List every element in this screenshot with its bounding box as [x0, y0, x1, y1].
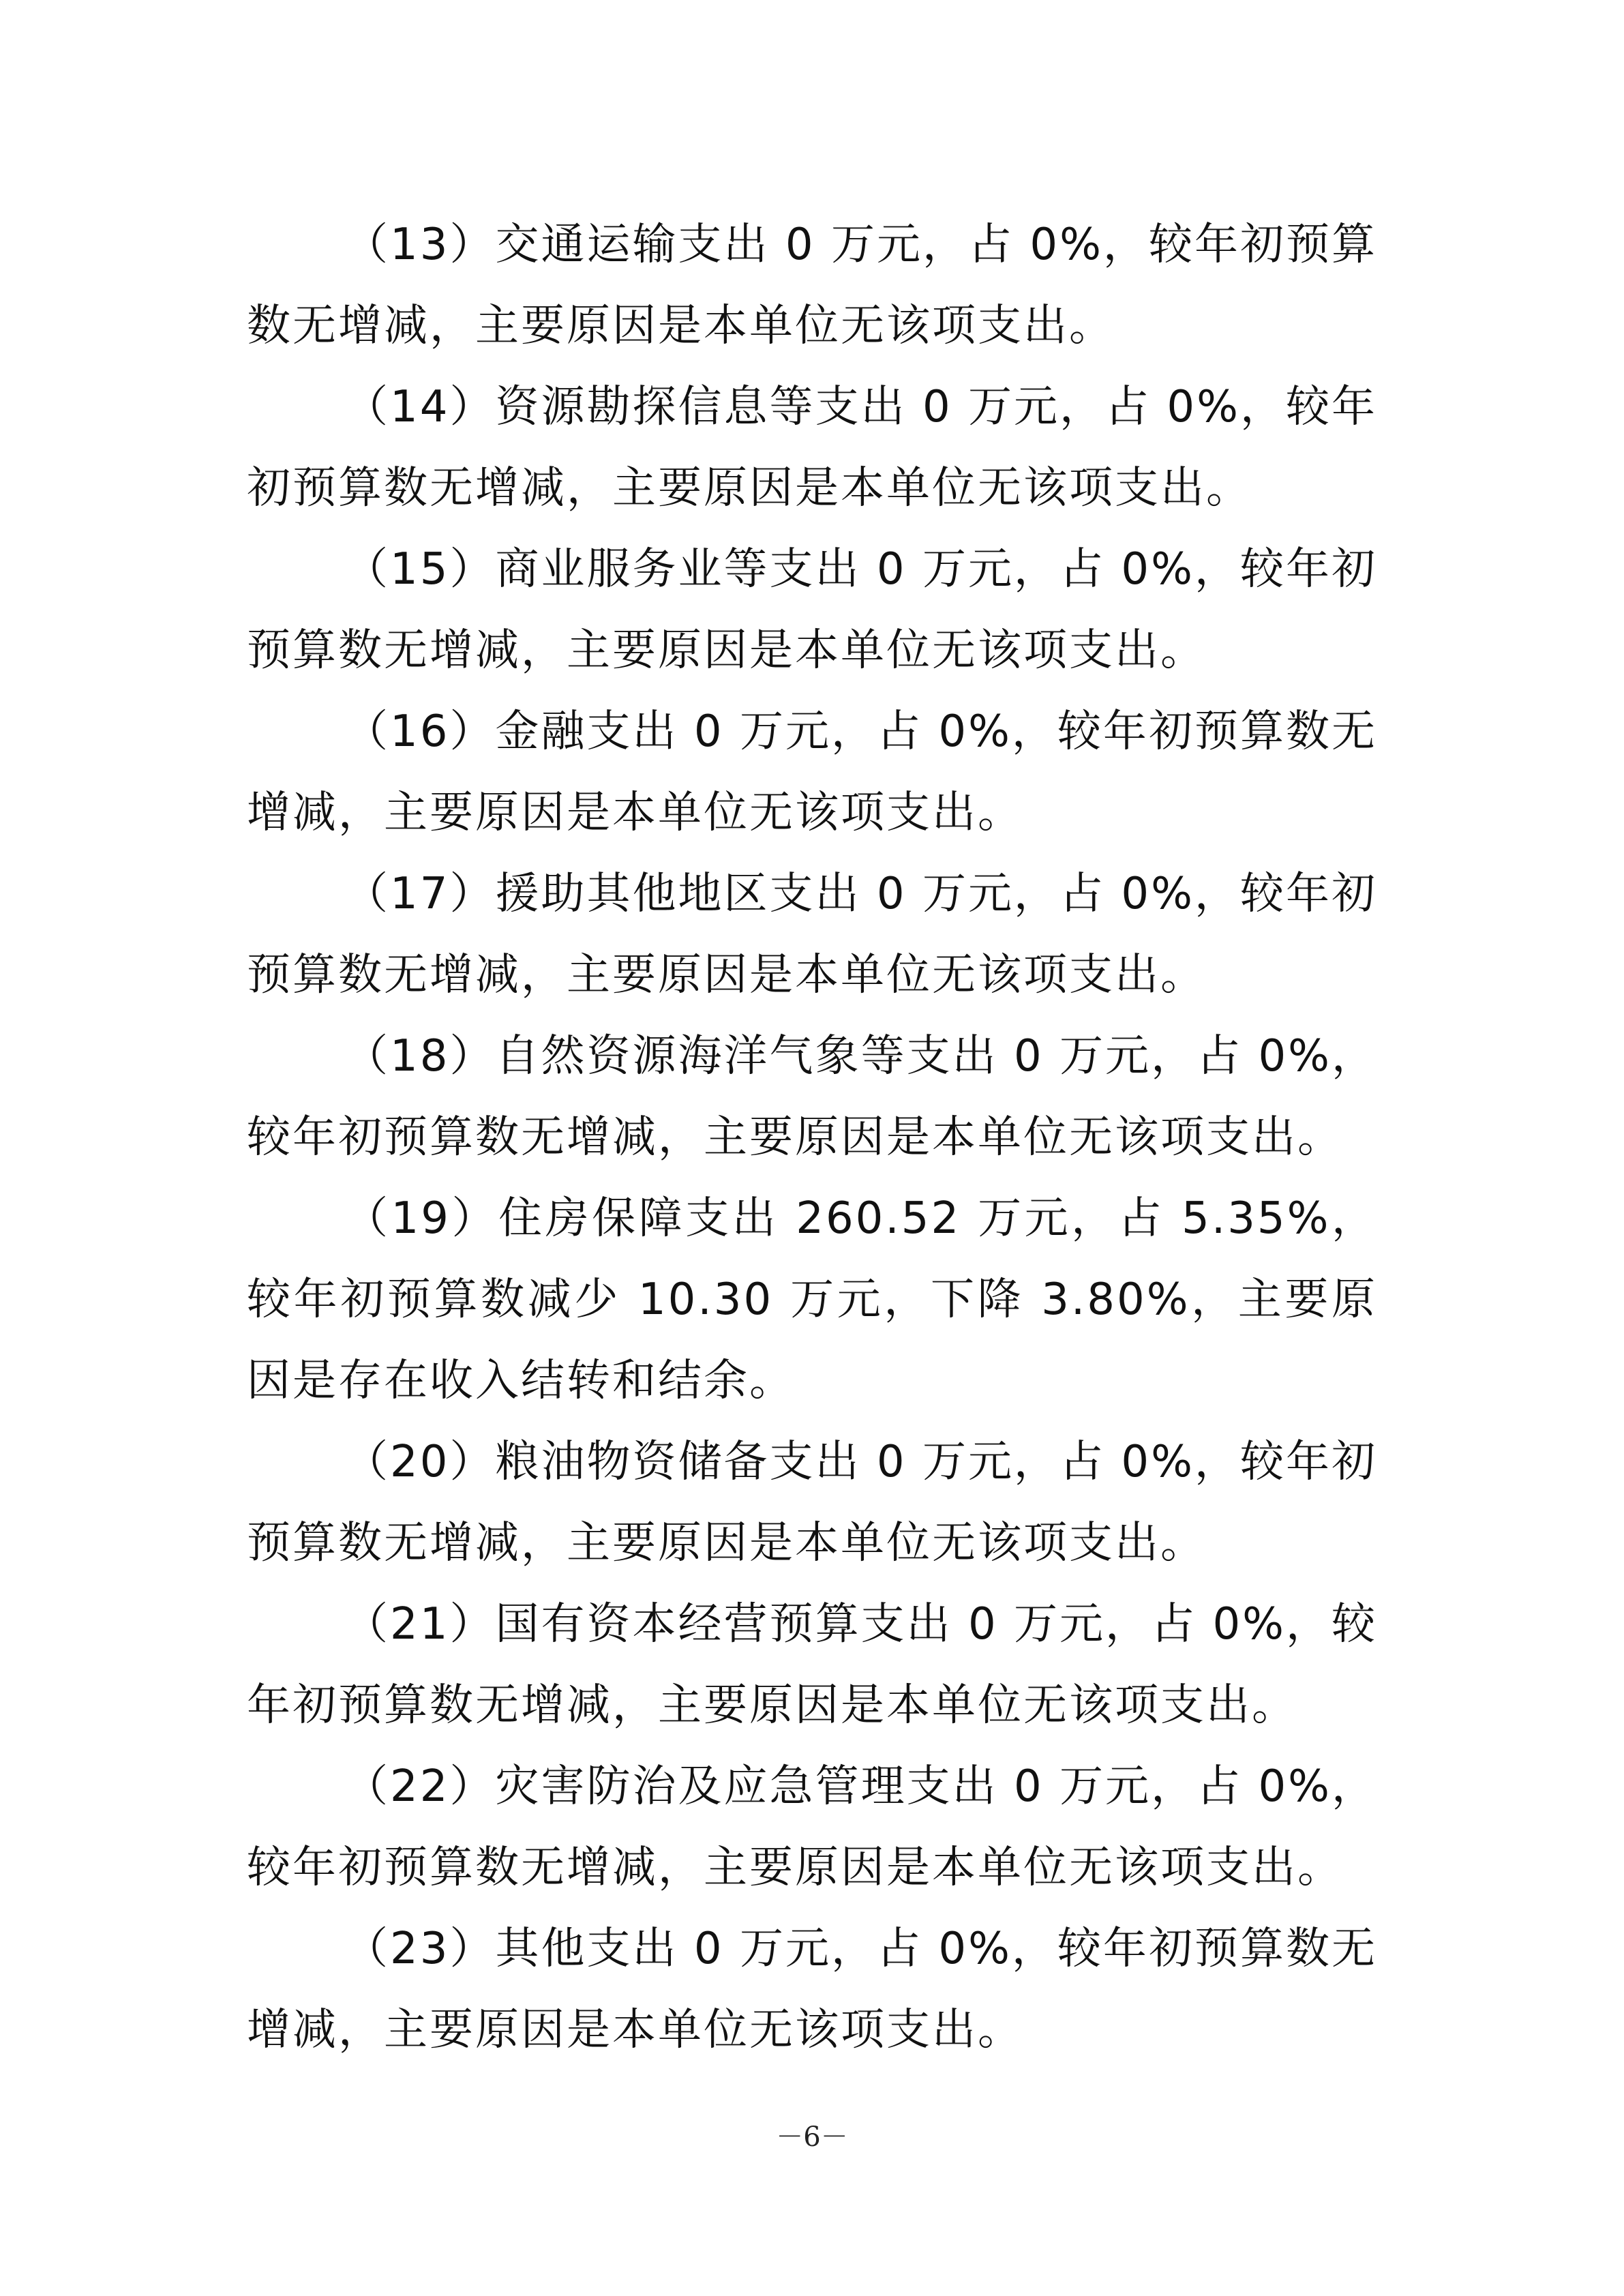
- paragraph-16: （16）金融支出 0 万元，占 0%，较年初预算数无增减，主要原因是本单位无该项支出。: [247, 706, 1377, 838]
- paragraph-23: （23）其他支出 0 万元，占 0%，较年初预算数无增减，主要原因是本单位无该项支出。: [247, 1924, 1377, 2055]
- paragraph-18: （18）自然资源海洋气象等支出 0 万元，占 0%，较年初预算数无增减，主要原因是本单位无该项支出。: [247, 1031, 1377, 1163]
- paragraph-15: （15）商业服务业等支出 0 万元，占 0%，较年初预算数无增减，主要原因是本单位无该项支出。: [247, 544, 1377, 676]
- paragraph-17: （17）援助其他地区支出 0 万元，占 0%，较年初预算数无增减，主要原因是本单位无该项支出。: [247, 869, 1377, 1000]
- paragraph-21: （21）国有资本经营预算支出 0 万元，占 0%，较年初预算数无增减，主要原因是本单位无该项支出。: [247, 1599, 1377, 1731]
- paragraph-19: （19）住房保障支出 260.52 万元，占 5.35%，较年初预算数减少 10.30 万元，下降 3.80%，主要原因是存在收入结转和结余。: [247, 1193, 1377, 1406]
- paragraph-22: （22）灾害防治及应急管理支出 0 万元，占 0%，较年初预算数无增减，主要原因是本单位无该项支出。: [247, 1761, 1377, 1893]
- paragraph-20: （20）粮油物资储备支出 0 万元，占 0%，较年初预算数无增减，主要原因是本单位无该项支出。: [247, 1437, 1377, 1568]
- body-text: [247, 205, 1377, 2071]
- paragraph-14: （14）资源勘探信息等支出 0 万元，占 0%，较年初预算数无增减，主要原因是本单位无该项支出。: [247, 382, 1377, 513]
- paragraph-13: （13）交通运输支出 0 万元，占 0%，较年初预算数无增减，主要原因是本单位无该项支出。: [247, 220, 1377, 351]
- page-number: －6－: [776, 2121, 848, 2153]
